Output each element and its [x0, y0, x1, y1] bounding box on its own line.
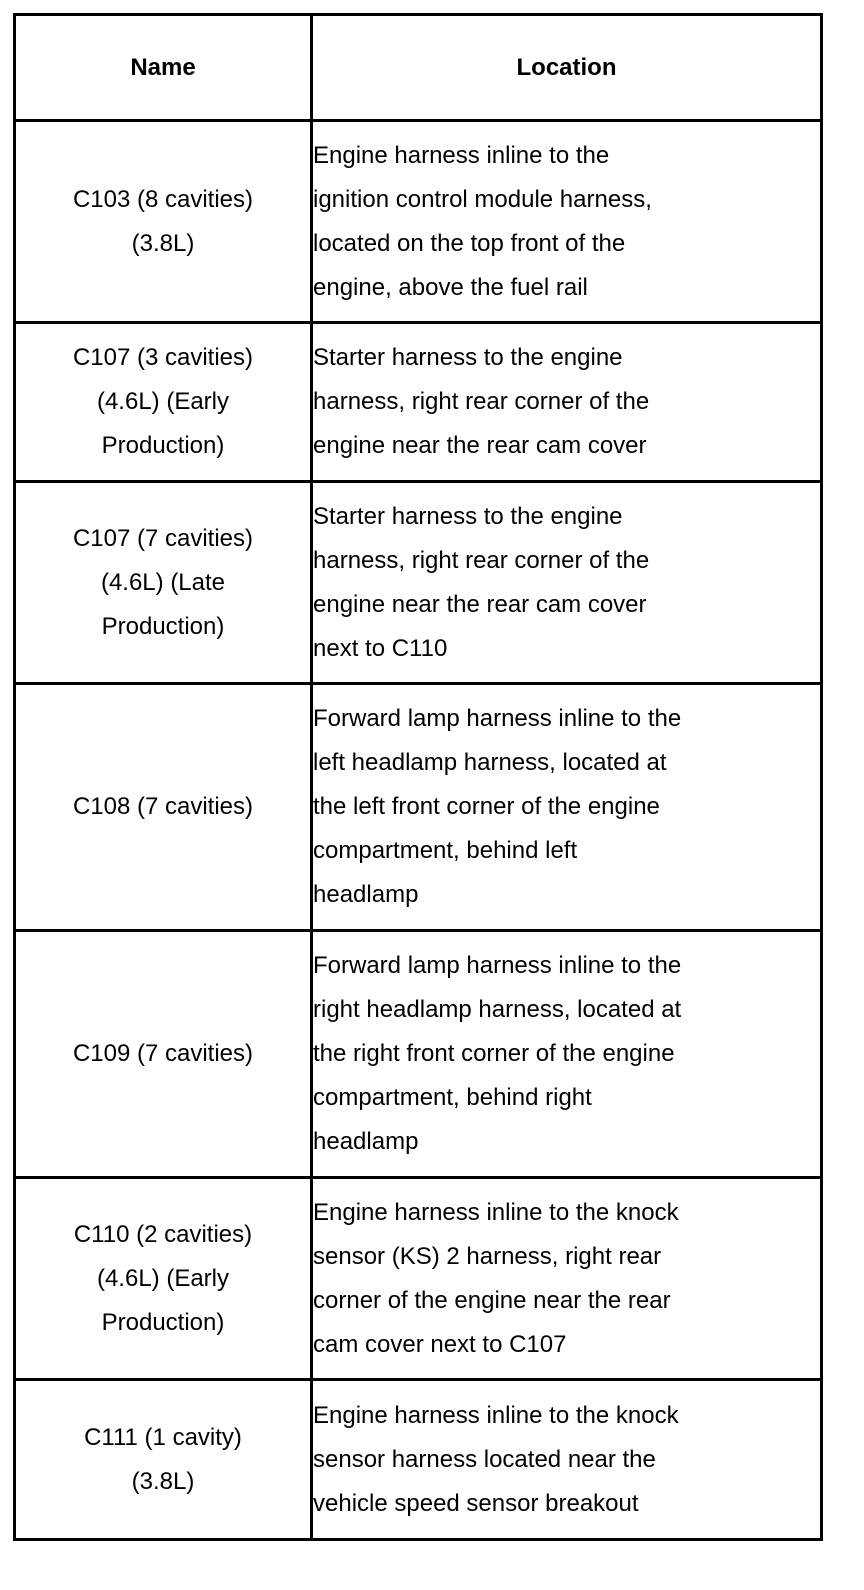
connector-location-cell — [312, 323, 822, 482]
connector-name-cell — [15, 323, 312, 482]
table-row — [15, 931, 822, 1178]
connector-location-line: sensor (KS) 2 harness, right rear — [313, 1242, 662, 1270]
table-row — [15, 323, 822, 482]
connector-location-line: cam cover next to C107 — [313, 1330, 567, 1358]
connector-name-line: C108 (7 cavities) — [72, 793, 254, 820]
connector-name-line: C107 (3 cavities) — [72, 344, 254, 371]
connector-name-line: C107 (7 cavities) — [72, 524, 254, 552]
connector-location-line: compartment, behind right — [313, 1084, 592, 1111]
connector-location-line: Forward lamp harness inline to the — [313, 952, 682, 979]
connector-name-line: (3.8L) — [131, 1467, 195, 1495]
location-column-header: Location — [312, 15, 822, 121]
connector-name-line: Production) — [101, 1308, 225, 1336]
connector-location-cell — [312, 1380, 822, 1540]
connector-location-line: harness, right rear corner of the — [313, 546, 650, 574]
connector-name-line: C110 (2 cavities) — [73, 1220, 253, 1248]
connector-location-line: engine near the rear cam cover — [313, 590, 647, 618]
connector-location-line: located on the top front of the — [313, 229, 626, 257]
connector-name-line: (4.6L) (Late — [100, 568, 226, 596]
connector-location-line: left headlamp harness, located at — [313, 749, 667, 776]
connector-name-cell — [15, 1178, 312, 1380]
connector-location-line: next to C110 — [313, 634, 448, 662]
connector-name-line: Production) — [101, 612, 225, 640]
connector-location-table — [13, 13, 823, 1541]
connector-location-line: Engine harness inline to the knock — [313, 1401, 679, 1429]
connector-location-line: sensor harness located near the — [313, 1445, 656, 1473]
table-row — [15, 1178, 822, 1380]
connector-location-cell — [312, 482, 822, 684]
name-column-header: Name — [15, 15, 312, 121]
connector-location-line: right headlamp harness, located at — [313, 996, 682, 1023]
connector-name-cell — [15, 931, 312, 1178]
table-row — [15, 684, 822, 931]
table-row — [15, 482, 822, 684]
connector-location-line: vehicle speed sensor breakout — [313, 1489, 639, 1517]
connector-location-cell — [312, 1178, 822, 1380]
connector-location-line: Starter harness to the engine — [313, 344, 623, 371]
connector-location-line: ignition control module harness, — [313, 185, 652, 213]
connector-name-line: (4.6L) (Early — [96, 388, 230, 415]
connector-location-line: corner of the engine near the rear — [313, 1286, 671, 1314]
connector-location-cell — [312, 121, 822, 323]
connector-location-line: headlamp — [313, 881, 419, 908]
connector-location-line: Engine harness inline to the — [313, 141, 610, 169]
connector-name-line: C103 (8 cavities) — [72, 185, 254, 213]
table-row — [15, 121, 822, 323]
connector-location-line: headlamp — [313, 1128, 419, 1155]
connector-name-line: (4.6L) (Early — [96, 1264, 230, 1292]
table-body — [15, 121, 822, 1540]
connector-name-line: Production) — [101, 432, 225, 459]
connector-name-line: C109 (7 cavities) — [72, 1040, 254, 1067]
connector-name-cell — [15, 1380, 312, 1540]
connector-location-line: engine near the rear cam cover — [313, 432, 647, 459]
connector-location-line: Engine harness inline to the knock — [313, 1198, 679, 1226]
connector-location-line: the left front corner of the engine — [313, 793, 660, 820]
connector-location-line: engine, above the fuel rail — [313, 273, 588, 301]
connector-name-line: (3.8L) — [131, 229, 195, 257]
connector-location-line: Starter harness to the engine — [313, 502, 623, 530]
connector-location-cell — [312, 931, 822, 1178]
connector-location-line: Forward lamp harness inline to the — [313, 705, 682, 732]
connector-name-cell — [15, 482, 312, 684]
connector-name-line: C111 (1 cavity) — [84, 1423, 242, 1451]
connector-name-cell — [15, 121, 312, 323]
table-header-row — [15, 15, 822, 121]
connector-location-line: harness, right rear corner of the — [313, 388, 650, 415]
connector-location-line: compartment, behind left — [313, 837, 578, 864]
connector-name-cell — [15, 684, 312, 931]
table-row — [15, 1380, 822, 1540]
connector-location-cell — [312, 684, 822, 931]
connector-location-line: the right front corner of the engine — [313, 1040, 675, 1067]
